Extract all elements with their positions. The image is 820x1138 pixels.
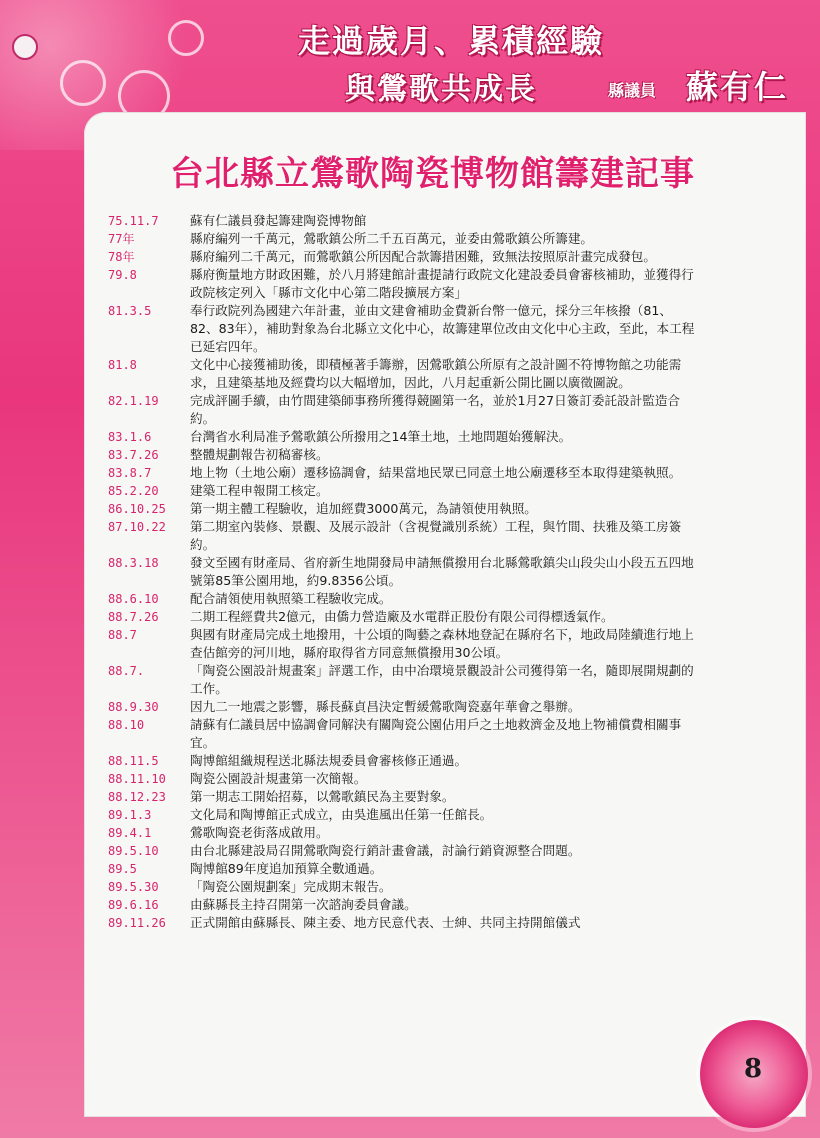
entry-text: 奉行政院列為國建六年計畫，並由文建會補助金費新台幣一億元，採分三年核撥（81、82、83年），補助對象為台北縣立文化中心，故籌建單位改由文化中心主政，至此，本工程已延宕四年。 [190, 303, 695, 354]
list-item [108, 914, 698, 932]
list-item [108, 482, 698, 500]
entry-text: 地上物（土地公廟）遷移協調會，結果當地民眾已同意土地公廟遷移至本取得建築執照。 [190, 465, 682, 480]
entry-date: 89.6.16 [108, 898, 159, 912]
entry-date: 88.3.18 [108, 556, 159, 570]
entry-date: 88.6.10 [108, 592, 159, 606]
entry-text: 縣府編列二千萬元，而鶯歌鎮公所因配合款籌措困難，致無法按照原計畫完成發包。 [190, 249, 656, 264]
entry-text: 文化中心接獲補助後，即積極著手籌辦，因鶯歌鎮公所原有之設計圖不符博物館之功能需求，且建築基地及經費均以大幅增加，因此，八月起重新公開比圖以廣徵圖說。 [190, 357, 682, 390]
entry-date: 81.3.5 [108, 304, 152, 318]
decor-ring-3 [168, 20, 204, 56]
entry-text: 「陶瓷公園規劃案」完成期末報告。 [190, 879, 392, 894]
list-item [108, 770, 698, 788]
entry-text: 第二期室內裝修、景觀、及展示設計（含視覺識別系統）工程，與竹間、扶雅及築工房簽約。 [190, 519, 682, 552]
entry-text: 第一期志工開始招募，以鶯歌鎮民為主要對象。 [190, 789, 455, 804]
entry-date: 88.12.23 [108, 790, 166, 804]
list-item [108, 698, 698, 716]
entry-text: 陶瓷公園設計規畫第一次簡報。 [190, 771, 367, 786]
list-item [108, 860, 698, 878]
entry-date: 89.5.10 [108, 844, 159, 858]
entry-text: 陶博館組織規程送北縣法規委員會審核修正通過。 [190, 753, 468, 768]
list-item [108, 842, 698, 860]
entry-date: 82.1.19 [108, 394, 159, 408]
entry-date: 88.7 [108, 628, 137, 642]
entry-date: 86.10.25 [108, 502, 166, 516]
list-item [108, 428, 698, 446]
page-number: 8 [744, 1054, 763, 1084]
list-item [108, 788, 698, 806]
entry-date: 87.10.22 [108, 520, 166, 534]
entry-text: 發文至國有財產局、省府新生地開發局申請無償撥用台北縣鶯歌鎮尖山段尖山小段五五四地號第85筆公園用地，約9.8356公頃。 [190, 555, 694, 588]
list-item [108, 302, 698, 356]
entry-date: 81.8 [108, 358, 137, 372]
entry-date: 77年 [108, 232, 135, 246]
entry-text: 因九二一地震之影響，縣長蘇貞昌決定暫緩鶯歌陶瓷嘉年華會之舉辦。 [190, 699, 581, 714]
binder-hole [12, 34, 38, 60]
list-item [108, 518, 698, 554]
list-item [108, 824, 698, 842]
list-item [108, 248, 698, 266]
entry-text: 陶博館89年度追加預算全數通過。 [190, 861, 383, 876]
entry-text: 二期工程經費共2億元，由僑力營造廠及水電群正股份有限公司得標透氣作。 [190, 609, 614, 624]
list-item [108, 212, 698, 230]
list-item [108, 626, 698, 662]
list-item [108, 806, 698, 824]
entry-date: 88.7.26 [108, 610, 159, 624]
entry-date: 88.9.30 [108, 700, 159, 714]
entry-text: 台灣省水利局准予鶯歌鎮公所撥用之14筆土地，土地問題始獲解決。 [190, 429, 572, 444]
chronology-list [108, 212, 698, 932]
entry-date: 88.11.5 [108, 754, 159, 768]
entry-date: 75.11.7 [108, 214, 159, 228]
list-item [108, 608, 698, 626]
header-title-line2: 與鶯歌共成長 [345, 72, 537, 107]
entry-text: 與國有財產局完成土地撥用，十公頃的陶藝之森林地登記在縣府名下，地政局陸續進行地上查估館旁的河川地，縣府取得省方同意無償撥用30公頃。 [190, 627, 694, 660]
list-item [108, 446, 698, 464]
list-item [108, 554, 698, 590]
entry-date: 79.8 [108, 268, 137, 282]
entry-date: 89.5.30 [108, 880, 159, 894]
entry-text: 完成評圖手續，由竹間建築師事務所獲得競圖第一名，並於1月27日簽訂委託設計監造合約。 [190, 393, 681, 426]
entry-date: 78年 [108, 250, 135, 264]
list-item [108, 662, 698, 698]
header-title-line1: 走過歲月、累積經驗 [298, 22, 605, 60]
entry-text: 配合請領使用執照築工程驗收完成。 [190, 591, 392, 606]
list-item [108, 752, 698, 770]
entry-text: 「陶瓷公園設計規畫案」評選工作，由中冶環境景觀設計公司獲得第一名，隨即展開規劃的工作。 [190, 663, 694, 696]
entry-date: 89.5 [108, 862, 137, 876]
list-item [108, 392, 698, 428]
list-item [108, 266, 698, 302]
entry-date: 89.4.1 [108, 826, 152, 840]
entry-date: 88.10 [108, 718, 145, 732]
author-role: 縣議員 [608, 81, 657, 100]
entry-date: 89.1.3 [108, 808, 152, 822]
entry-date: 83.8.7 [108, 466, 152, 480]
list-item [108, 230, 698, 248]
page-title: 台北縣立鶯歌陶瓷博物館籌建記事 [170, 154, 695, 194]
entry-date: 88.7. [108, 664, 145, 678]
entry-text: 由台北縣建設局召開鶯歌陶瓷行銷計畫會議，討論行銷資源整合問題。 [190, 843, 581, 858]
list-item [108, 878, 698, 896]
entry-text: 縣府衡量地方財政困難，於八月將建館計畫提請行政院文化建設委員會審核補助，並獲得行政院核定列入「縣市文化中心第二階段擴展方案」 [190, 267, 694, 300]
entry-date: 89.11.26 [108, 916, 166, 930]
entry-text: 正式開館由蘇縣長、陳主委、地方民意代表、士紳、共同主持開館儀式 [190, 915, 581, 930]
entry-text: 由蘇縣長主持召開第一次諮詢委員會議。 [190, 897, 417, 912]
entry-date: 83.1.6 [108, 430, 152, 444]
entry-date: 85.2.20 [108, 484, 159, 498]
entry-text: 縣府編列一千萬元，鶯歌鎮公所二千五百萬元，並委由鶯歌鎮公所籌建。 [190, 231, 593, 246]
entry-date: 88.11.10 [108, 772, 166, 786]
entry-text: 第一期主體工程驗收，追加經費3000萬元，為請領使用執照。 [190, 501, 537, 516]
entry-text: 鶯歌陶瓷老街落成啟用。 [190, 825, 329, 840]
decor-ring-1 [60, 60, 106, 106]
list-item [108, 500, 698, 518]
entry-text: 建築工程申報開工核定。 [190, 483, 329, 498]
list-item [108, 716, 698, 752]
entry-text: 請蘇有仁議員居中協調會同解決有關陶瓷公園佔用戶之土地救濟金及地上物補償費相關事宜。 [190, 717, 682, 750]
author-name: 蘇有仁 [686, 68, 789, 106]
list-item [108, 464, 698, 482]
entry-date: 83.7.26 [108, 448, 159, 462]
list-item [108, 356, 698, 392]
entry-text: 整體規劃報告初稿審核。 [190, 447, 329, 462]
entry-text: 文化局和陶博館正式成立，由吳進風出任第一任館長。 [190, 807, 493, 822]
list-item [108, 896, 698, 914]
entry-text: 蘇有仁議員發起籌建陶瓷博物館 [190, 213, 367, 228]
list-item [108, 590, 698, 608]
